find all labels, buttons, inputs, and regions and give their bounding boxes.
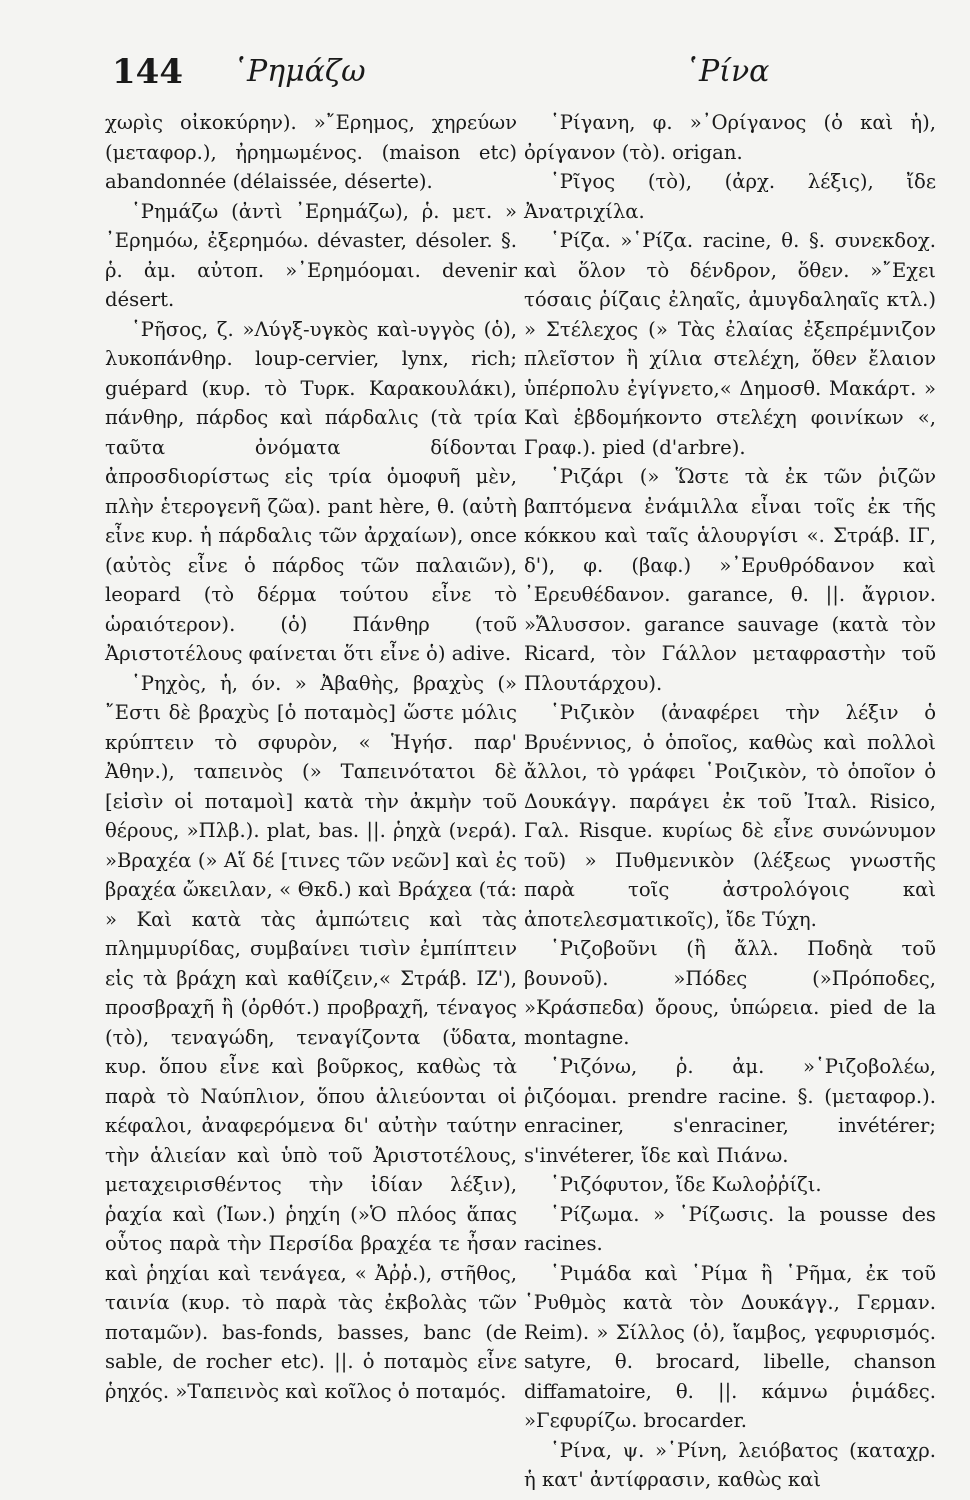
entry-rina: ῾Ρίνα, ψ. »῾Ρίνη, λειόβατος (καταχρ. ἡ κατ' ἀντίφρασιν, καθὼς καὶ [524,1438,936,1491]
entry-rigos: ῾Ρῖγος (τὸ), (ἀρχ. λέξις), ἴδε Ἀνατριχίλα. [524,170,936,223]
entry-rizono: ῾Ριζόνω, ῥ. ἀμ. »῾Ριζοβολέω, ῥιζόομαι. prendre racine. §. (μεταφορ.). enraciner, s'enraciner, invétérer; s'invéterer, ἴδε καὶ Πιάνω. [524,1055,936,1167]
page-number: 144 [112,52,183,92]
entry-rimazo: ῾Ρημάζω (ἀντὶ ᾿Ερημάζω), ῥ. μετ. » ᾿Ερημόω, ἐξερημόω. dévaster, désoler. §. ῥ. ἀμ. αὐτοπ. »᾿Ερημόομαι. devenir désert. [105,199,517,311]
left-column [105,108,517,1406]
entry-riza: ῾Ρίζα. »῾Ρίζα. racine, θ. §. συνεκδοχ. καὶ ὅλον τὸ δένδρον, ὅθεν. »῎Εχει τόσαις ῥίζαις ἐληαῖς, ἀμυγδαληαῖς κτλ.) » Στέλεχος (» Τὰς ἐλαίας ἐξεπρέμνιζον πλεῖστον ἢ χίλια στελέχη, ὅθεν ἔλαιον ὑπέρπολυ ἐγίγνετο,« Δημοσθ. Μακάρτ. » Καὶ ἑβδομήκοντο στελέχη φοινίκων «, Γραφ.). pied (d'arbre). [524,229,936,459]
page-header [0,48,970,108]
entry-rizari: ῾Ριζάρι (» Ὥστε τὰ ἐκ τῶν ῥιζῶν βαπτόμενα ἐνάμιλλα εἶναι τοῖς ἐκ τῆς κόκκου καὶ ταῖς ἁλουργίσι «. Στράβ. ΙΓ, δ'), φ. (βαφ.) »᾿Ερυθρόδανον καὶ ᾿Ερευθέδανον. garance, θ. ||. ἄγριον. »Ἄλυσσον. garance sauvage (κατὰ τὸν Ricard, τὸν Γάλλον μεταφραστὴν τοῦ Πλουτάρχου). [524,465,936,695]
entry-continuation: χωρὶς οἰκοκύρην). »῎Ερημος, χηρεύων (μεταφορ.), ἠρημωμένος. (maison etc) abandonnée (délaissée, déserte). [105,111,517,193]
entry-rizofyton: ῾Ριζόφυτον, ἴδε Κωλοῤῥίζι. [550,1173,822,1196]
entry-risos: ῾Ρῆσος, ζ. »Λύγξ-υγκὸς καὶ-υγγὸς (ὁ), λυκοπάνθηρ. loup-cervier, lynx, rich; guépard (κυρ. τὸ Τυρκ. Καρακουλάκι), πάνθηρ, πάρδος καὶ πάρδαλις (τὰ τρία ταῦτα ὀνόματα δίδονται ἀπροσδιορίστως εἰς τρία ὁμοφυῆ μὲν, πλὴν ἑτερογενῆ ζῶα). pant hère, θ. (αὐτὴ εἶνε κυρ. ἡ πάρδαλις τῶν ἀρχαίων), once (αὐτὸς εἶνε ὁ πάρδος τῶν παλαιῶν), leopard (τὸ δέρμα τούτου εἶνε τὸ ὡραιότερον). (ὁ) Πάνθηρ (τοῦ Ἀριστοτέλους φαίνεται ὅτι εἶνε ὁ) adive. [105,317,517,665]
entry-rizoma: ῾Ρίζωμα. » ῾Ρίζωσις. la pousse des racines. [524,1202,936,1255]
entry-rimada: ῾Ριμάδα καὶ ῾Ρίμα ἢ ῾Ρῆμα, ἐκ τοῦ ῾Ρυθμὸς κατὰ τὸν Δουκάγγ., Γερμαν. Reim). » Σίλλος (ὁ), ἴαμβος, γεφυρισμός. satyre, θ. brocard, libelle, chanson diffamatoire, θ. ||. κάμνω ῥιμάδες. »Γεφυρίζω. brocarder. [524,1261,936,1432]
entry-rizikon: ῾Ριζικὸν (ἀναφέρει τὴν λέξιν ὁ Βρυέννιος, ὁ ὁποῖος, καθὼς καὶ πολλοὶ ἄλλοι, τὸ γράφει ῾Ροιζικὸν, τὸ ὁποῖον ὁ Δουκάγγ. παράγει ἐκ τοῦ Ἰταλ. Risico, Γαλ. Risque. κυρίως δὲ εἶνε συνώνυμον τοῦ) » Πυθμενικὸν (λέξεως γνωστῆς παρὰ τοῖς ἀστρολόγοις καὶ ἀποτελεσματικοῖς), ἴδε Τύχη. [524,701,936,931]
right-running-headword: ῾Ρίνα [684,54,770,89]
entry-rizovouni: ῾Ριζοβοῦνι (ἢ ἄλλ. Ποδηὰ τοῦ βουνοῦ). »Πόδες (»Πρόποδες, »Κράσπεδα) ὄρους, ὑπώρεια. pied de la montagne. [524,937,936,1049]
entry-rikhos: ῾Ρηχὸς, ἡ, όν. » Ἀβαθὴς, βραχὺς (» ῎Εστι δὲ βραχὺς [ὁ ποταμὸς] ὥστε μόλις κρύπτειν τὸ σφυρὸν, « Ἡγήσ. παρ' Ἀθην.), ταπεινὸς (» Ταπεινότατοι δὲ [εἰσὶν οἱ ποταμοὶ] κατὰ τὴν ἀκμὴν τοῦ θέρους, »Πλβ.). plat, bas. ||. ῥηχὰ (νερά). »Βραχέα (» Αἵ δέ [τινες τῶν νεῶν] καὶ ἐς βραχέα ὤκειλαν, « Θκδ.) καὶ Βράχεα (τά: » Καὶ κατὰ τὰς ἀμπώτεις καὶ τὰς πλημμυρίδας, συμβαίνει τισὶν ἐμπίπτειν εἰς τὰ βράχη καὶ καθίζειν,« Στράβ. ΙΖ'), προσβραχῆ ἢ (ὀρθότ.) προβραχῆ, τέναγος (τὸ), τεναγώδη, τεναγίζοντα (ὕδατα, κυρ. ὅπου εἶνε καὶ βοῦρκος, καθὼς τὰ παρὰ τὸ Ναύπλιον, ὅπου ἁλιεύονται οἱ κέφαλοι, ἀναφερόμενα δι' αὐτὴν ταύτην τὴν ἁλιείαν καὶ ὑπὸ τοῦ Ἀριστοτέλους, μεταχειρισθέντος τὴν ἰδίαν λέξιν), ῥαχία καὶ (Ἰων.) ῥηχίη (»Ὁ πλόος ἅπας οὗτος παρὰ τὴν Περσίδα βραχέα τε ἦσαν καὶ ῥηχίαι καὶ τενάγεα, « Ἀῤῥ.), στῆθος, ταινία (κυρ. τὸ παρὰ τὰς ἐκβολὰς τῶν ποταμῶν). bas-fonds, basses, banc (de sable, de rocher etc). ||. ὁ ποταμὸς εἶνε ῥηχός. »Ταπεινὸς καὶ κοῖλος ὁ ποταμός. [105,671,517,1403]
left-running-headword: ῾Ρημάζω [232,54,366,89]
entry-rigani: ῾Ρίγανη, φ. »᾿Ορίγανος (ὁ καὶ ἡ), ὀρίγανον (τὸ). origan. [524,111,936,164]
right-column [524,108,936,1495]
